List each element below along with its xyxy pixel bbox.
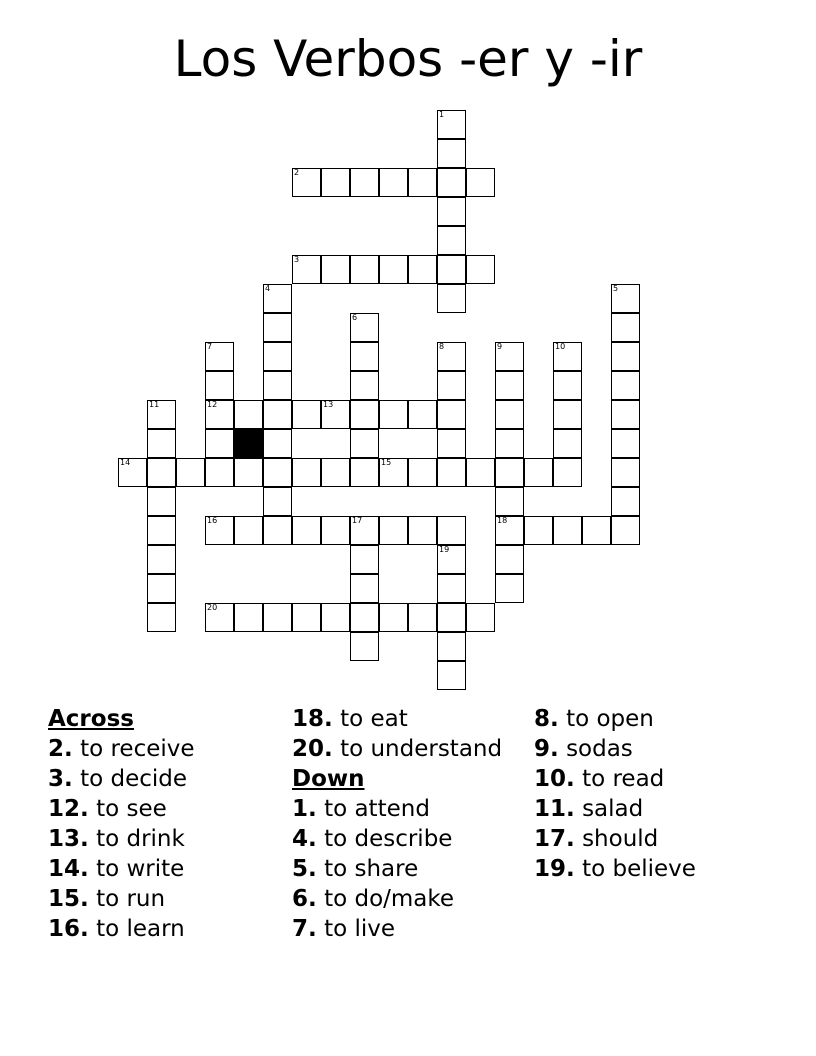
cell-number: 15: [381, 458, 392, 467]
grid-cell[interactable]: [495, 516, 524, 545]
grid-cell[interactable]: [263, 342, 292, 371]
cell-number: 10: [555, 342, 566, 351]
grid-cell[interactable]: [437, 661, 466, 690]
grid-cell[interactable]: [437, 400, 466, 429]
cell-number: 3: [294, 255, 300, 264]
grid-cell[interactable]: [408, 603, 437, 632]
grid-cell[interactable]: [379, 516, 408, 545]
grid-cell[interactable]: [408, 400, 437, 429]
grid-cell[interactable]: [263, 400, 292, 429]
grid-cell[interactable]: [350, 400, 379, 429]
grid-cell[interactable]: [205, 458, 234, 487]
grid-cell[interactable]: [437, 226, 466, 255]
clue-across-20: 20. to understand: [292, 736, 503, 762]
clue-down-1: 1. to attend: [292, 796, 430, 822]
grid-cell[interactable]: [437, 603, 466, 632]
grid-cell[interactable]: [553, 400, 582, 429]
cell-number: 5: [613, 284, 619, 293]
grid-cell[interactable]: [205, 342, 234, 371]
grid-cell[interactable]: [408, 458, 437, 487]
clue-down-5: 5. to share: [292, 856, 419, 882]
across-heading: Across: [48, 706, 134, 732]
grid-cell[interactable]: [437, 168, 466, 197]
grid-cell[interactable]: [263, 313, 292, 342]
grid-cell[interactable]: [205, 371, 234, 400]
grid-cell[interactable]: [263, 487, 292, 516]
down-heading: Down: [292, 766, 365, 792]
black-cell: [234, 429, 263, 458]
grid-cell[interactable]: [292, 516, 321, 545]
grid-cell[interactable]: [379, 255, 408, 284]
grid-cell[interactable]: [205, 400, 234, 429]
grid-cell[interactable]: [147, 400, 176, 429]
cell-number: 7: [207, 342, 213, 351]
grid-cell[interactable]: [611, 429, 640, 458]
grid-cell[interactable]: [147, 487, 176, 516]
grid-cell[interactable]: [466, 603, 495, 632]
grid-cell[interactable]: [582, 516, 611, 545]
clue-across-2: 2. to receive: [48, 736, 195, 762]
grid-cell[interactable]: [437, 139, 466, 168]
grid-cell[interactable]: [321, 168, 350, 197]
grid-cell[interactable]: [263, 429, 292, 458]
grid-cell[interactable]: [234, 458, 263, 487]
clue-down-4: 4. to describe: [292, 826, 453, 852]
clue-column-1: [48, 704, 195, 944]
grid-cell[interactable]: [263, 603, 292, 632]
clue-down-8: 8. to open: [534, 706, 654, 732]
clue-across-3: 3. to decide: [48, 766, 187, 792]
clue-across-12: 12. to see: [48, 796, 167, 822]
cell-number: 4: [265, 284, 271, 293]
grid-cell[interactable]: [611, 371, 640, 400]
grid-cell[interactable]: [495, 458, 524, 487]
grid-cell[interactable]: [350, 516, 379, 545]
grid-cell[interactable]: [350, 632, 379, 661]
grid-cell[interactable]: [118, 458, 147, 487]
grid-cell[interactable]: [437, 197, 466, 226]
grid-cell[interactable]: [205, 603, 234, 632]
grid-cell[interactable]: [524, 516, 553, 545]
grid-cell[interactable]: [437, 516, 466, 545]
cell-number: 14: [120, 458, 131, 467]
grid-cell[interactable]: [553, 429, 582, 458]
grid-cell[interactable]: [553, 342, 582, 371]
grid-cell[interactable]: [437, 458, 466, 487]
grid-cell[interactable]: [437, 110, 466, 139]
grid-cell[interactable]: [350, 342, 379, 371]
grid-cell[interactable]: [234, 400, 263, 429]
cell-number: 6: [352, 313, 358, 322]
grid-cell[interactable]: [147, 458, 176, 487]
grid-cell[interactable]: [147, 516, 176, 545]
page-title: Los Verbos -er y -ir: [173, 30, 643, 88]
clue-down-6: 6. to do/make: [292, 886, 455, 912]
grid-cell[interactable]: [495, 371, 524, 400]
grid-cell[interactable]: [408, 516, 437, 545]
grid-cell[interactable]: [292, 458, 321, 487]
grid-cell[interactable]: [466, 168, 495, 197]
grid-cell[interactable]: [437, 545, 466, 574]
grid-cell[interactable]: [379, 458, 408, 487]
cell-number: 13: [323, 400, 334, 409]
grid-cell[interactable]: [292, 255, 321, 284]
clue-across-18: 18. to eat: [292, 706, 408, 732]
grid-cell[interactable]: [437, 342, 466, 371]
grid-cell[interactable]: [205, 516, 234, 545]
cell-number: 19: [439, 545, 450, 554]
clue-down-7: 7. to live: [292, 916, 396, 942]
grid-cell[interactable]: [437, 574, 466, 603]
grid-cell[interactable]: [147, 545, 176, 574]
grid-cell[interactable]: [437, 632, 466, 661]
clue-down-9: 9. sodas: [534, 736, 633, 762]
clue-down-11: 11. salad: [534, 796, 644, 822]
grid-cell[interactable]: [205, 429, 234, 458]
clue-down-19: 19. to believe: [534, 856, 696, 882]
grid-cell[interactable]: [321, 603, 350, 632]
grid-cell[interactable]: [379, 400, 408, 429]
grid-cell[interactable]: [495, 574, 524, 603]
grid-cell[interactable]: [437, 255, 466, 284]
cell-number: 17: [352, 516, 363, 525]
grid-cell[interactable]: [379, 168, 408, 197]
grid-cell[interactable]: [495, 342, 524, 371]
grid-cell[interactable]: [466, 458, 495, 487]
grid-cell[interactable]: [350, 574, 379, 603]
grid-cell[interactable]: [234, 516, 263, 545]
grid-cell[interactable]: [553, 516, 582, 545]
grid-cell[interactable]: [408, 255, 437, 284]
grid-cell[interactable]: [611, 458, 640, 487]
cell-number: 9: [497, 342, 503, 351]
grid-cell[interactable]: [379, 603, 408, 632]
grid-cell[interactable]: [321, 255, 350, 284]
clue-across-13: 13. to drink: [48, 826, 185, 852]
grid-cell[interactable]: [263, 284, 292, 313]
grid-cell[interactable]: [553, 458, 582, 487]
cell-number: 16: [207, 516, 218, 525]
grid-cell[interactable]: [350, 255, 379, 284]
grid-cell[interactable]: [350, 429, 379, 458]
clue-down-17: 17. should: [534, 826, 659, 852]
grid-cell[interactable]: [437, 371, 466, 400]
grid-cell[interactable]: [524, 458, 553, 487]
grid-cell[interactable]: [176, 458, 205, 487]
cell-number: 8: [439, 342, 445, 351]
grid-cell[interactable]: [350, 603, 379, 632]
grid-cell[interactable]: [263, 516, 292, 545]
grid-cell[interactable]: [350, 458, 379, 487]
clue-across-16: 16. to learn: [48, 916, 185, 942]
cell-number: 12: [207, 400, 218, 409]
grid-cell[interactable]: [466, 255, 495, 284]
grid-cell[interactable]: [495, 400, 524, 429]
grid-cell[interactable]: [292, 168, 321, 197]
grid-cell[interactable]: [350, 313, 379, 342]
grid-cell[interactable]: [321, 400, 350, 429]
grid-cell[interactable]: [147, 574, 176, 603]
clue-column-3: [534, 704, 696, 884]
grid-cell[interactable]: [611, 516, 640, 545]
clue-across-14: 14. to write: [48, 856, 185, 882]
grid-cell[interactable]: [147, 429, 176, 458]
cell-number: 1: [439, 110, 445, 119]
grid-cell[interactable]: [437, 429, 466, 458]
cell-number: 20: [207, 603, 218, 612]
grid-cell[interactable]: [234, 603, 263, 632]
grid-cell[interactable]: [611, 342, 640, 371]
grid-cell[interactable]: [147, 603, 176, 632]
grid-cell[interactable]: [495, 545, 524, 574]
cell-number: 18: [497, 516, 508, 525]
grid-cell[interactable]: [350, 168, 379, 197]
grid-cell[interactable]: [350, 371, 379, 400]
grid-cell[interactable]: [321, 516, 350, 545]
clue-across-15: 15. to run: [48, 886, 166, 912]
grid-cell[interactable]: [263, 371, 292, 400]
grid-cell[interactable]: [611, 313, 640, 342]
grid-cell[interactable]: [437, 284, 466, 313]
grid-cell[interactable]: [553, 371, 582, 400]
grid-cell[interactable]: [350, 545, 379, 574]
grid-cell[interactable]: [263, 458, 292, 487]
grid-cell[interactable]: [495, 429, 524, 458]
grid-cell[interactable]: [611, 400, 640, 429]
grid-cell[interactable]: [495, 487, 524, 516]
grid-cell[interactable]: [321, 458, 350, 487]
cell-number: 11: [149, 400, 160, 409]
cell-number: 2: [294, 168, 300, 177]
grid-cell[interactable]: [292, 400, 321, 429]
grid-cell[interactable]: [611, 284, 640, 313]
clue-column-2: [292, 704, 502, 944]
grid-cell[interactable]: [611, 487, 640, 516]
grid-cell[interactable]: [292, 603, 321, 632]
grid-cell[interactable]: [408, 168, 437, 197]
clue-down-10: 10. to read: [534, 766, 665, 792]
